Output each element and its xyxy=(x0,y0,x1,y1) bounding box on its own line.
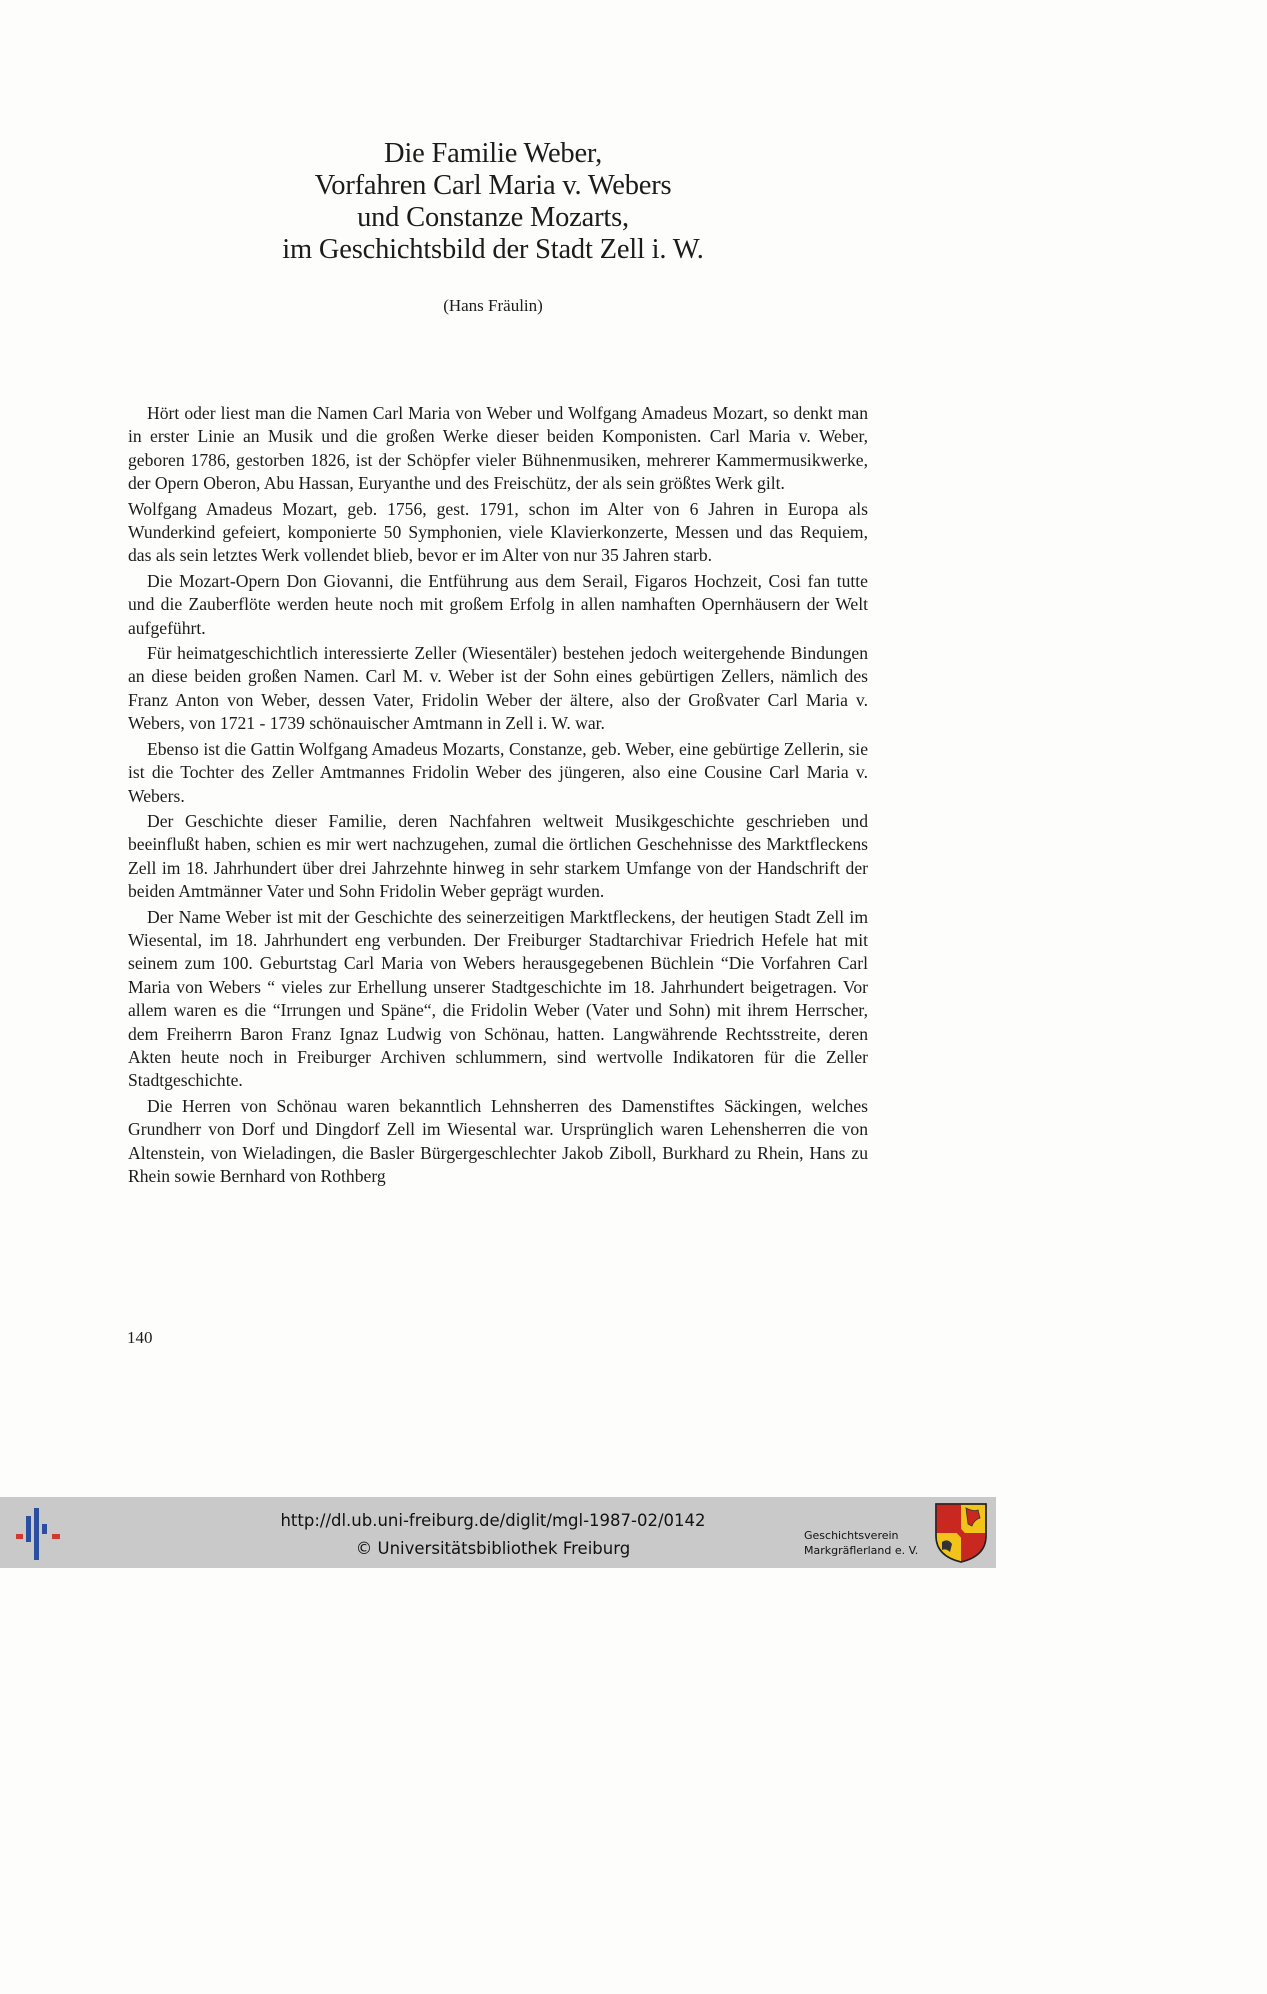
footer-bar xyxy=(0,1497,996,1568)
title-line-2: Vorfahren Carl Maria v. Webers xyxy=(314,170,672,201)
paragraph-7: Der Name Weber ist mit der Geschichte des seinerzeitigen Marktfleckens, der heutigen Stadt Zell im Wiesental, im 18. Jahrhundert eng verbunden. Der Freiburger Stadtarchivar Friedrich Hefele hat mit seinem zum 100. Geburtstag Carl Maria von Webers herausgegebenen Büchlein “Die Vorfahren Carl Maria von Webers “ vieles zur Erhellung unserer Stadtgeschichte im 18. Jahrhundert beigetragen. Vor allem waren es die “Irrungen und Späne“, die Fridolin Weber (Vater und Sohn) mit ihrem Herrscher, dem Freiherrn Baron Franz Ignaz Ludwig von Schönau, hatten. Langwährende Rechtsstreite, deren Akten heute noch in Freiburger Archiven schlummern, sind wertvolle Indikatoren für die Zeller Stadtgeschichte. xyxy=(128,906,868,1091)
society-name xyxy=(804,1528,934,1558)
paragraph-5: Ebenso ist die Gattin Wolfgang Amadeus Mozarts, Constanze, geb. Weber, eine gebürtige Zellerin, sie ist die Tochter des Zeller Amtmannes Fridolin Weber des jüngeren, also eine Cousine Carl Maria v. Webers. xyxy=(128,738,868,806)
source-url-link[interactable]: http://dl.ub.uni-freiburg.de/diglit/mgl-1987-02/0142 xyxy=(280,1511,706,1530)
paragraph-1: Hört oder liest man die Namen Carl Maria von Weber und Wolfgang Amadeus Mozart, so denkt man in erster Linie an Musik und die großen Werke dieser beiden Komponisten. Carl Maria v. Weber, geboren 1786, gestorben 1826, ist der Schöpfer vieler Bühnenmusiken, mehrerer Kammermusikwerke, der Opern Oberon, Abu Hassan, Euryanthe und des Freischütz, der als sein größtes Werk gilt. xyxy=(128,403,868,494)
page-number: 140 xyxy=(127,1328,153,1347)
society-name-line-2: Markgräflerland e. V. xyxy=(804,1544,919,1557)
title-line-4: im Geschichtsbild der Stadt Zell i. W. xyxy=(282,234,704,265)
ub-freiburg-logo-icon[interactable] xyxy=(14,1506,64,1561)
paragraph-8: Die Herren von Schönau waren bekanntlich Lehnsherren des Damenstiftes Säckingen, welches Grundherr von Dorf und Dingdorf Zell im Wiesental war. Ursprünglich waren Lehensherren die von Altenstein, von Wieladingen, die Basler Bürgergeschlechter Jakob Ziboll, Burkhard zu Rhein, Hans zu Rhein sowie Bernhard von Rothberg xyxy=(128,1095,868,1186)
paragraph-4: Für heimatgeschichtlich interessierte Zeller (Wiesentäler) bestehen jedoch weitergehende Bindungen an diese beiden großen Namen. Carl M. v. Weber ist der Sohn eines gebürtigen Zellers, nämlich des Franz Anton von Weber, dessen Vater, Fridolin Weber der ältere, also der Großvater Carl Maria v. Webers, von 1721 - 1739 schönauischer Amtmann in Zell i. W. war. xyxy=(128,643,868,734)
coat-of-arms-icon xyxy=(934,1502,988,1564)
article-title xyxy=(120,138,866,266)
title-line-1: Die Familie Weber, xyxy=(384,138,602,169)
paragraph-6: Der Geschichte dieser Familie, deren Nachfahren weltweit Musikgeschichte geschrieben und beeinflußt haben, schien es mir wert nachzugehen, zumal die örtlichen Geschehnisse des Marktfleckens Zell im 18. Jahrhundert über drei Jahrzehnte hinweg in sehr starkem Umfange von der Handschrift der beiden Amtmänner Vater und Sohn Fridolin Weber geprägt wurden. xyxy=(128,810,868,902)
paragraph-2: Wolfgang Amadeus Mozart, geb. 1756, gest. 1791, schon im Alter von 6 Jahren in Europa als Wunderkind gefeiert, komponierte 50 Symphonien, viele Klavierkonzerte, Messen und das Requiem, das als sein letztes Werk vollendet blieb, bevor er im Alter von nur 35 Jahren starb. xyxy=(128,498,868,566)
title-line-3: und Constanze Mozarts, xyxy=(357,202,629,233)
author-line: (Hans Fräulin) xyxy=(443,296,543,315)
society-name-line-1: Geschichtsverein xyxy=(804,1529,899,1542)
article-body xyxy=(128,402,868,1190)
paragraph-3: Die Mozart-Opern Don Giovanni, die Entführung aus dem Serail, Figaros Hochzeit, Cosi fan tutte und die Zauberflöte werden heute noch mit großem Erfolg in allen namhaften Opernhäusern der Welt aufgeführt. xyxy=(128,570,868,638)
copyright-notice: © Universitätsbibliothek Freiburg xyxy=(355,1539,631,1558)
